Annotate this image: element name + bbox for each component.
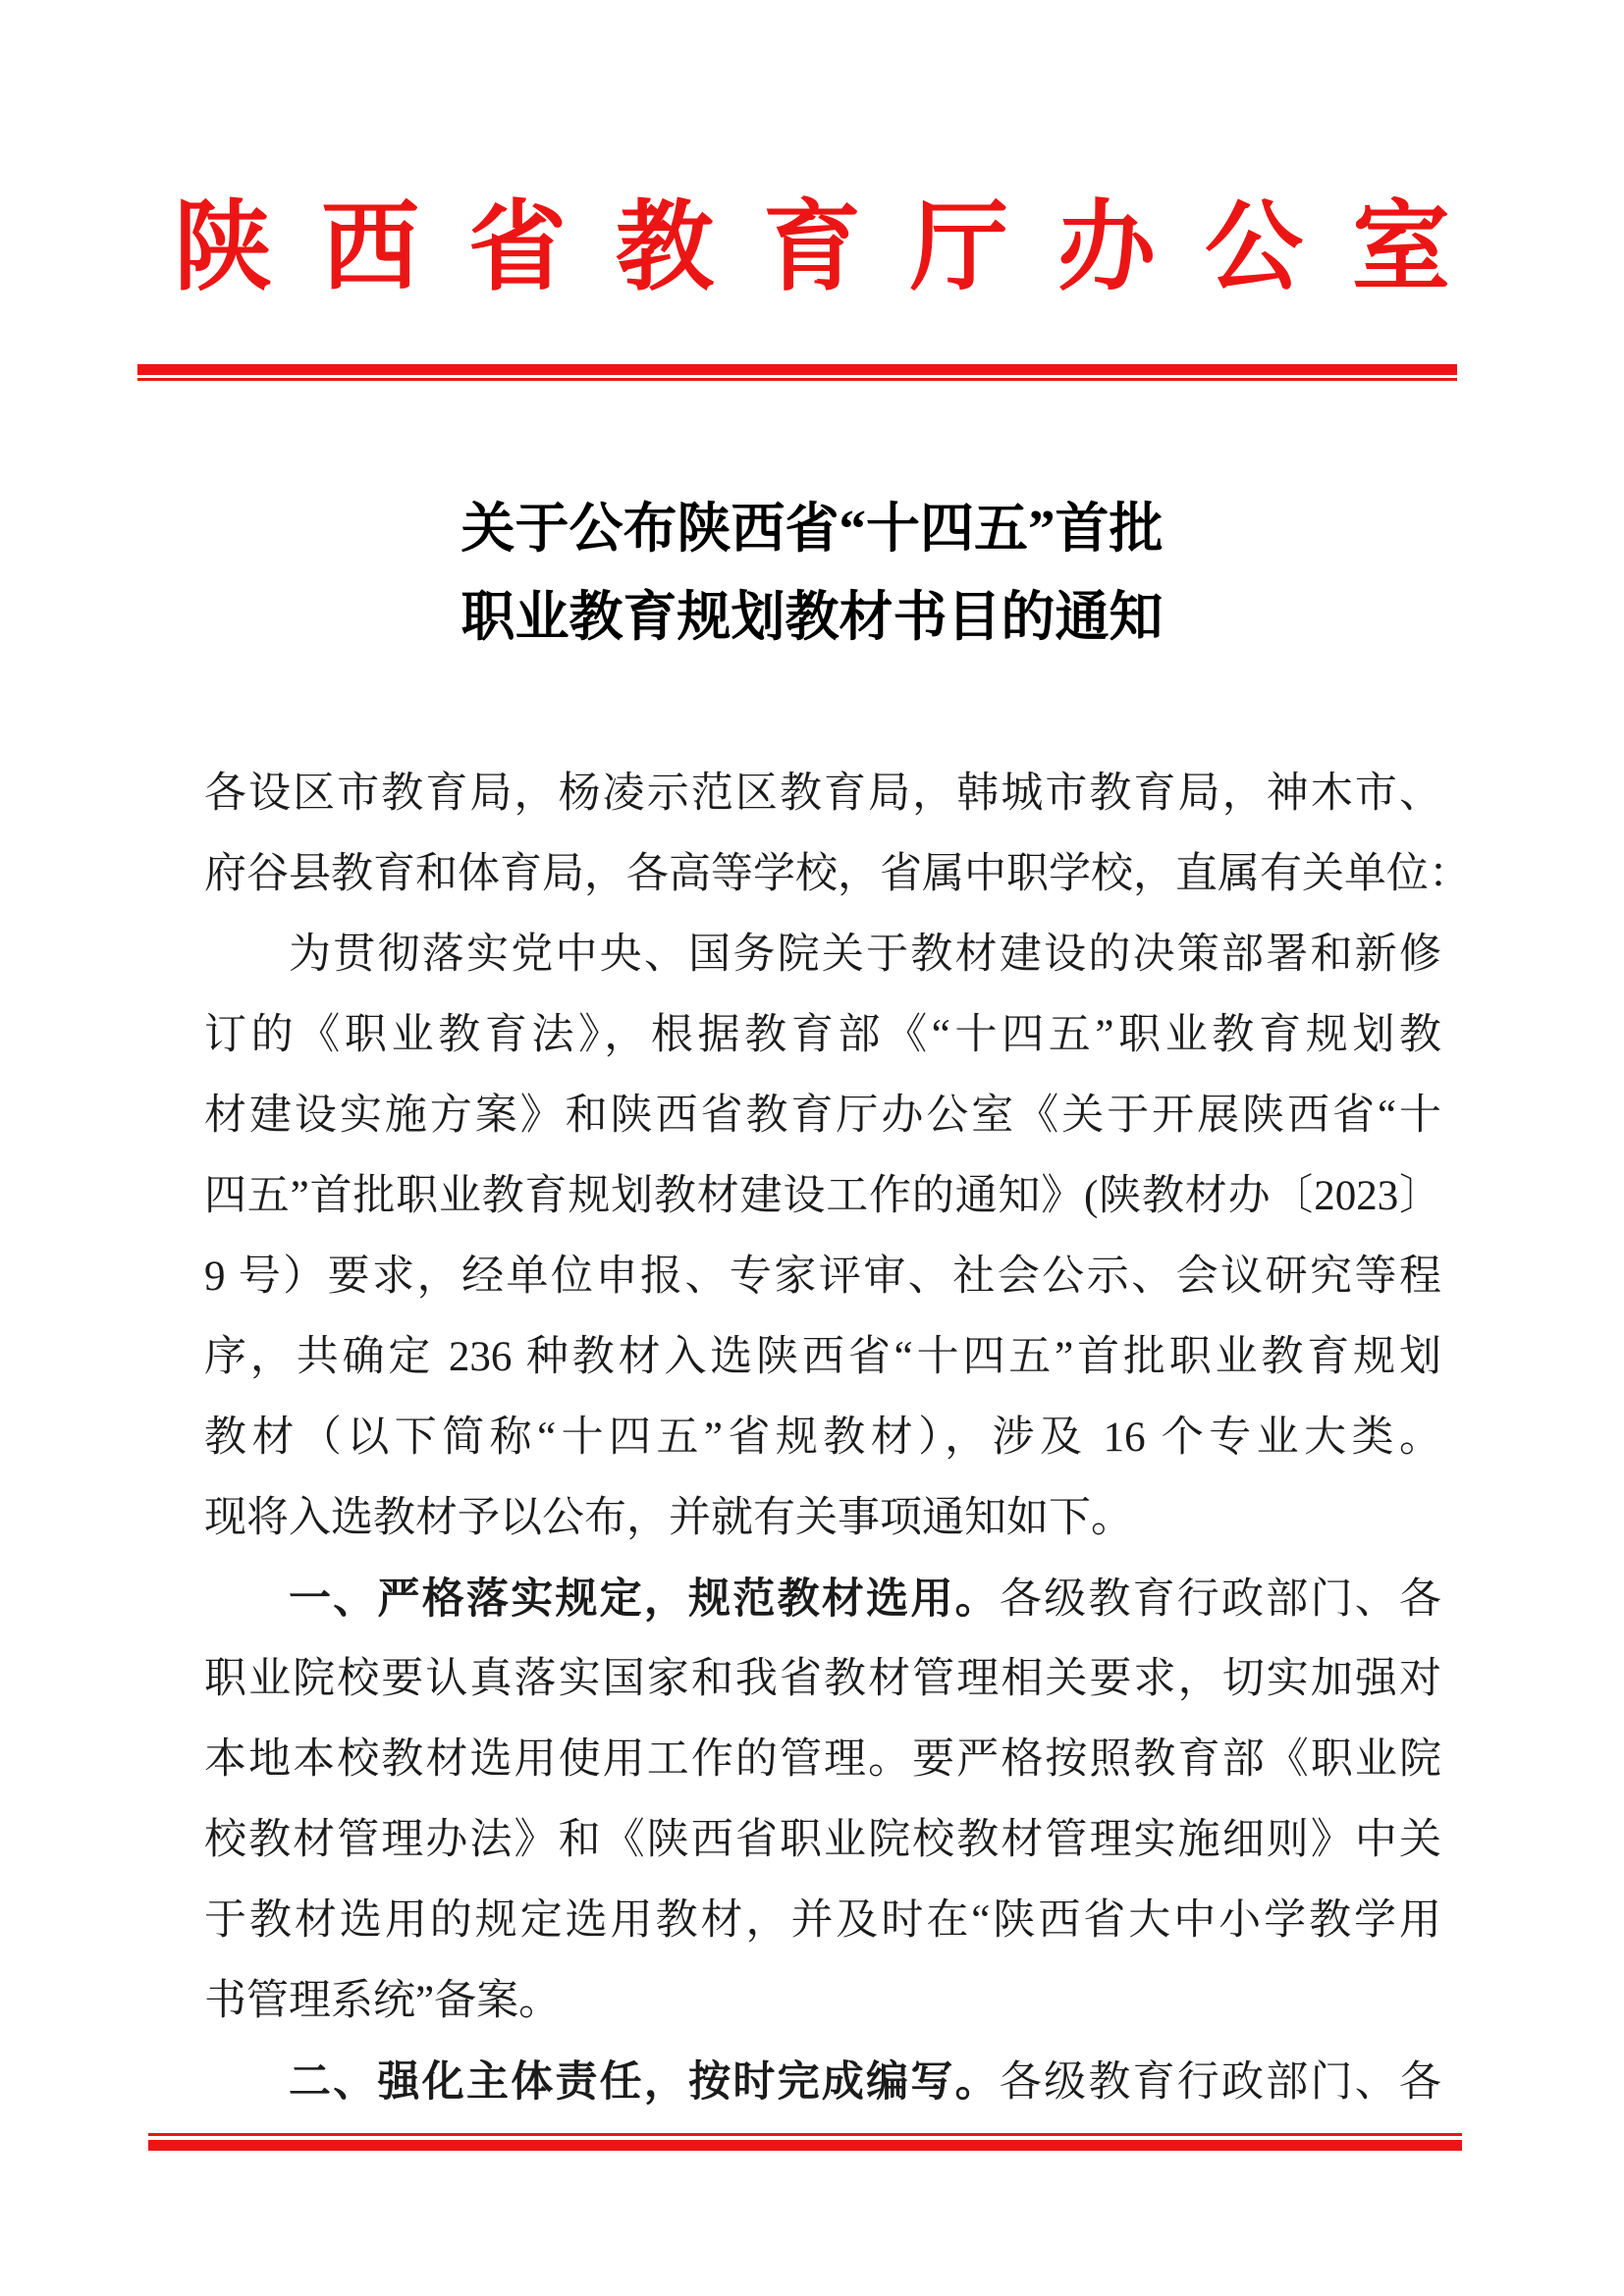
body-line <box>204 1881 1441 1961</box>
body-line-text: 为贯彻落实党中央、国务院关于教材建设的决策部署和新修 <box>289 932 1441 978</box>
body-line-text: 材建设实施方案》和陕西省教育厅办公室《关于开展陕西省“十 <box>204 1093 1441 1139</box>
body-line <box>204 1398 1441 1478</box>
rule-thin-bar <box>137 378 1457 381</box>
body-line <box>204 1559 1441 1639</box>
body-line <box>204 834 1471 915</box>
body-line <box>204 1720 1441 1800</box>
body-line <box>204 1800 1441 1881</box>
body-line-emphasis: 二、强化主体责任，按时完成编写。 <box>289 2058 1000 2106</box>
body-line-text: 校教材管理办法》和《陕西省职业院校教材管理实施细则》中关 <box>204 1817 1441 1863</box>
body-line-text: 书管理系统”备案。 <box>204 1978 562 2024</box>
document-title-line-1: 关于公布陕西省“十四五”首批 <box>460 499 1164 559</box>
body-line-text: 现将入选教材予以公布，并就有关事项通知如下。 <box>204 1495 1133 1541</box>
body-line-text: 订的《职业教育法》，根据教育部《“十四五”职业教育规划教 <box>204 1012 1441 1058</box>
body-line <box>204 1076 1441 1156</box>
body-line-text: 序，共确定 236 种教材入选陕西省“十四五”首批职业教育规划 <box>204 1334 1441 1380</box>
body-line <box>204 915 1441 995</box>
document-body <box>204 754 1471 2122</box>
body-line <box>204 1237 1441 1317</box>
body-line <box>204 1156 1441 1237</box>
body-line-text: 9 号）要求，经单位申报、专家评审、社会公示、会议研究等程 <box>204 1254 1441 1300</box>
body-line-text: 各级教育行政部门、各 <box>999 2059 1442 2106</box>
body-line-text: 职业院校要认真落实国家和我省教材管理相关要求，切实加强对 <box>204 1656 1441 1702</box>
body-line-text: 府谷县教育和体育局，各高等学校，省属中职学校，直属有关单位： <box>204 851 1471 897</box>
body-line <box>204 1317 1441 1398</box>
body-line <box>204 2042 1441 2122</box>
body-line <box>204 995 1441 1076</box>
body-line-text: 四五”首批职业教育规划教材建设工作的通知》(陕教材办〔2023〕 <box>204 1173 1441 1219</box>
rule-thick-bar <box>137 364 1457 375</box>
letterhead <box>0 187 1624 310</box>
body-line-text: 各设区市教育局，杨凌示范区教育局，韩城市教育局，神木市、 <box>204 771 1441 817</box>
header-double-rule <box>137 364 1457 381</box>
body-line <box>204 754 1441 834</box>
document-title <box>0 485 1624 662</box>
body-line-text: 本地本校教材选用使用工作的管理。要严格按照教育部《职业院 <box>204 1736 1441 1783</box>
body-line-text: 于教材选用的规定选用教材，并及时在“陕西省大中小学教学用 <box>204 1897 1441 1944</box>
body-line <box>204 1961 1441 2042</box>
body-line-text: 各级教育行政部门、各 <box>999 1576 1442 1623</box>
document-title-line-2: 职业教育规划教材书目的通知 <box>460 587 1164 647</box>
body-line-emphasis: 一、严格落实规定，规范教材选用。 <box>289 1575 1000 1623</box>
footer-double-rule <box>148 2133 1462 2151</box>
body-line-text: 教材（以下简称“十四五”省规教材），涉及 16 个专业大类。 <box>204 1415 1441 1461</box>
rule-thick-bar <box>148 2140 1462 2151</box>
body-line <box>204 1478 1441 1559</box>
body-line <box>204 1639 1441 1720</box>
letterhead-title: 陕西省教育厅办公室 <box>174 193 1499 302</box>
